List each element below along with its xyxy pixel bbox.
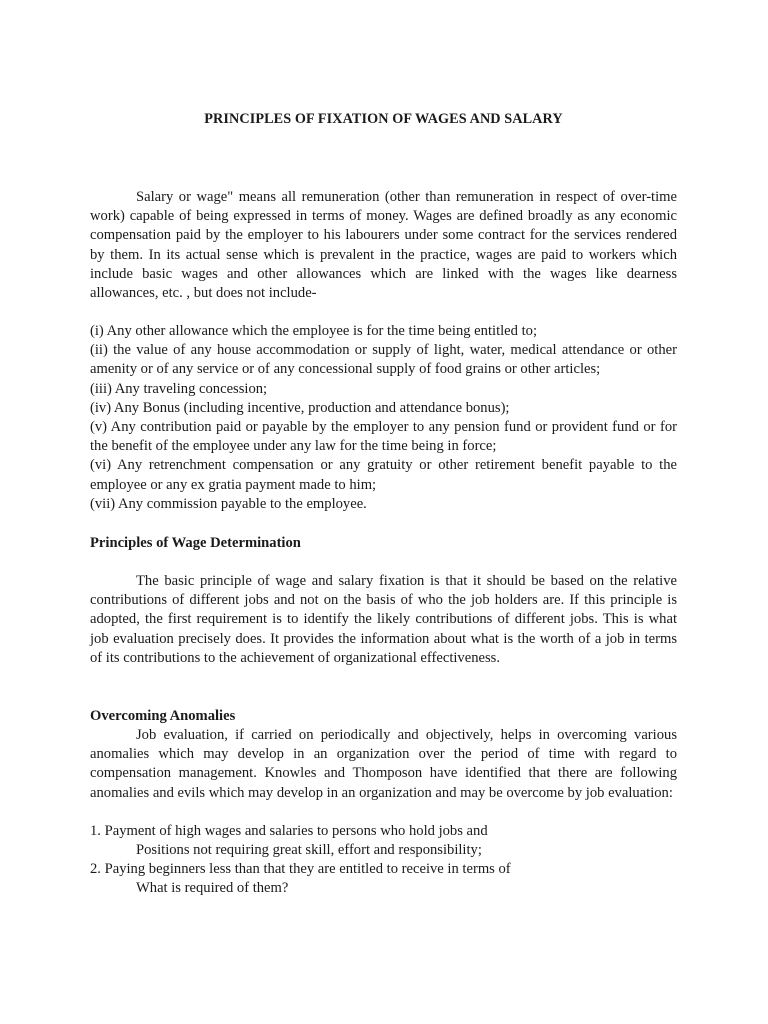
document-page xyxy=(90,0,677,1024)
list-item: (iv) Any Bonus (including incentive, production and attendance bonus); xyxy=(90,399,510,416)
list-item: (vii) Any commission payable to the employee. xyxy=(90,495,367,512)
wage-determination-paragraph: The basic principle of wage and salary fixation is that it should be based on the relative contributions of different jobs and not on the basis of who the job holders are. If this principle is adopted, the first requirement is to identify the likely contributions of different jobs. This is what job evaluation precisely does. It provides the information about what is the worth of a job in terms of its contributions to the achievement of organizational effectiveness. xyxy=(90,573,677,666)
section-heading-overcoming-anomalies: Overcoming Anomalies xyxy=(90,708,236,724)
list-item: (iii) Any traveling concession; xyxy=(90,380,268,397)
anomaly-item-2: 2. Paying beginners less than that they are entitled to receive in terms of xyxy=(90,861,511,877)
section-heading-wage-determination: Principles of Wage Determination xyxy=(90,535,301,551)
list-item: (ii) the value of any house accommodation or supply of light, water, medical attendance or other amenity or of any service or of any concessional supply of food grains or other articles; xyxy=(90,342,677,378)
list-item: (vi) Any retrenchment compensation or any gratuity or other retirement benefit payable to the employee or any ex gratia payment made to him; xyxy=(90,457,677,493)
anomaly-item-1: 1. Payment of high wages and salaries to persons who hold jobs and xyxy=(90,823,488,839)
list-item: (v) Any contribution paid or payable by the employer to any pension fund or provident fund or for the benefit of the employee under any law for the time being in force; xyxy=(90,419,677,455)
list-item: (i) Any other allowance which the employee is for the time being entitled to; xyxy=(90,323,538,339)
anomaly-item-1-continuation: Positions not requiring great skill, effort and responsibility; xyxy=(136,842,482,858)
exclusions-list xyxy=(90,322,677,514)
anomaly-item-2-continuation: What is required of them? xyxy=(136,880,289,896)
document-title: PRINCIPLES OF FIXATION OF WAGES AND SALARY xyxy=(204,111,563,127)
intro-paragraph: Salary or wage" means all remuneration (other than remuneration in respect of over-time work) capable of being expressed in terms of money. Wages are defined broadly as any economic compensation paid by the employer to his labourers under some contract for the services rendered by them. In its actual sense which is prevalent in the practice, wages are paid to workers which include basic wages and other allowances which are linked with the wages like dearness allowances, etc. , but does not include- xyxy=(90,189,677,302)
overcoming-anomalies-paragraph: Job evaluation, if carried on periodically and objectively, helps in overcoming various anomalies which may develop in an organization over the period of time with regard to compensation management. Knowles and Thomposon have identified that there are following anomalies and evils which may develop in an organization and may be overcome by job evaluation: xyxy=(90,727,677,801)
